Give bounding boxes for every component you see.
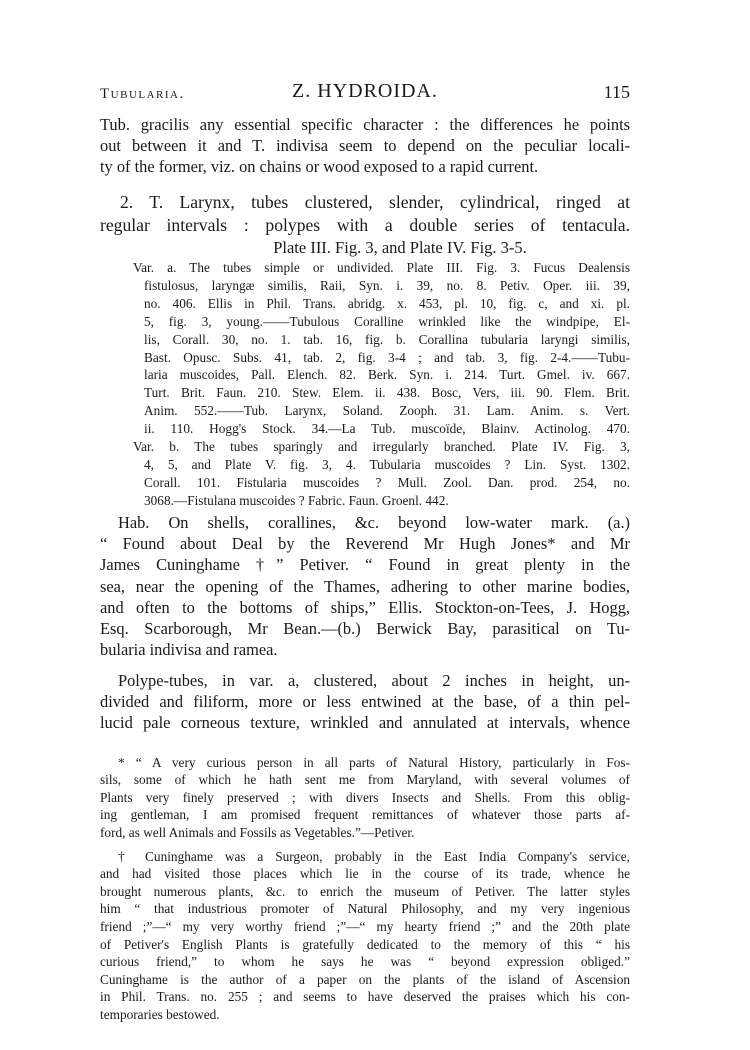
text-line: Tub. gracilis any essential specific character : the differences he points [100, 115, 630, 134]
text-line: ing gentleman, I am promised frequent remittances of whatever those parts af- [100, 807, 630, 823]
text-line: sils, some of which he hath sent me from Maryland, with several volumes of [100, 772, 630, 788]
text-line: lis, Corall. 30, no. 1. tab. 16, fig. b. Corallina tubularia laryngi similis, [144, 331, 630, 347]
text-line: 4, 5, and Plate V. fig. 3, 4. Tubularia muscoides ? Lin. Syst. 1302. [144, 456, 630, 472]
text-line: ty of the former, viz. on chains or wood exposed to a rapid current. [100, 157, 539, 176]
running-header [100, 80, 630, 108]
text-line: curious friend,” to whom he says he was “ beyond expression obliged.” [100, 954, 630, 970]
text-line: brought numerous plants, &c. to enrich the museum of Petiver. The latter styles [100, 883, 630, 899]
text-line: of Petiver's English Plants is gratefully dedicated to the memory of this “ his [100, 936, 630, 952]
text-line: * “ A very curious person in all parts of Natural History, particularly in Fos- [118, 754, 630, 770]
text-line: fistulosus, laryngæ similis, Raii, Syn. i. 39, no. 8. Petiv. Oper. iii. 39, [144, 277, 630, 293]
text-line: † Cuninghame was a Surgeon, probably in the East India Company's service, [118, 848, 630, 864]
text-line: Corall. 101. Fistularia muscoides ? Mull. Zool. Dan. prod. 254, no. [144, 474, 630, 490]
text-line: Turt. Brit. Faun. 210. Stew. Elem. ii. 438. Bosc, Vers, iii. 90. Flem. Brit. [144, 385, 630, 401]
text-line: 5, fig. 3, young.——Tubulous Coralline wrinkled like the windpipe, El- [144, 313, 630, 329]
variety-b [100, 438, 630, 510]
page-number: 115 [603, 82, 630, 102]
text-line: sea, near the opening of the Thames, adhering to other marine bodies, [100, 576, 630, 596]
footnote-1 [100, 754, 630, 842]
book-page [100, 80, 630, 1024]
text-line: out between it and T. indivisa seem to depend on the peculiar locali- [100, 136, 630, 155]
footnote-2 [100, 848, 630, 1024]
text-line: Cuninghame is the author of a paper on the plants of the island of Ascension [100, 971, 630, 987]
plate-reference: Plate III. Fig. 3, and Plate IV. Fig. 3-5. [273, 238, 527, 257]
section-name: Tubularia. [100, 86, 185, 102]
text-line: and often to the bottoms of ships,” Ellis. Stockton-on-Tees, J. Hogg, [100, 597, 630, 617]
text-line: in Phil. Trans. no. 255 ; and seems to have deserved the praises which his con- [100, 989, 630, 1005]
text-line: temporaries bestowed. [100, 1006, 220, 1022]
habitat-paragraph [100, 512, 630, 661]
text-line: bularia indivisa and ramea. [100, 640, 278, 660]
text-line: ii. 110. Hogg's Stock. 34.—La Tub. muscoïde, Blainv. Actinolog. 470. [144, 421, 630, 437]
text-line: regular intervals : polypes with a double series of tentacula. [100, 215, 630, 235]
text-line: James Cuninghame †” Petiver. “ Found in great plenty in the [100, 555, 630, 575]
text-line: laria muscoides, Pall. Elench. 82. Berk. Syn. i. 214. Turt. Gmel. iv. 667. [144, 367, 630, 383]
text-line: Esq. Scarborough, Mr Bean.—(b.) Berwick Bay, parasitical on Tu- [100, 619, 630, 639]
species-heading [100, 191, 630, 237]
text-line: Hab. On shells, corallines, &c. beyond low-water mark. (a.) [118, 512, 630, 532]
text-line: divided and filiform, more or less entwined at the base, of a thin pel- [100, 692, 630, 712]
text-line: Anim. 552.——Tub. Larynx, Soland. Zooph. 31. Lam. Anim. s. Vert. [144, 403, 630, 419]
text-line: Plants very finely preserved ; with divers Insects and Shells. From this oblig- [100, 789, 630, 805]
intro-paragraph [100, 114, 630, 177]
page-title: Z. HYDROIDA. [292, 80, 438, 102]
variety-a [100, 259, 630, 438]
description-paragraph [100, 670, 630, 734]
text-line: Var. a. The tubes simple or undivided. Plate III. Fig. 3. Fucus Dealensis [133, 260, 630, 275]
text-line: 3068.—Fistulana muscoides ? Fabric. Faun. Groenl. 442. [144, 492, 449, 508]
text-line: Polype-tubes, in var. a, clustered, about 2 inches in height, un- [118, 670, 630, 690]
text-line: 2. T. Larynx, tubes clustered, slender, cylindrical, ringed at [120, 192, 630, 212]
text-line: lucid pale corneous texture, wrinkled and annulated at intervals, whence [100, 713, 630, 733]
text-line: ford, as well Animals and Fossils as Vegetables.”—Petiver. [100, 825, 415, 841]
text-line: Bast. Opusc. Subs. 41, tab. 2, fig. 3-4 ; and tab. 3, fig. 2-4.——Tubu- [144, 349, 630, 365]
text-line: him “ that industrious promoter of Natural Philosophy, and my very ingenious [100, 901, 630, 917]
text-line: no. 406. Ellis in Phil. Trans. abridg. x. 453, pl. 10, fig. c, and xi. pl. [144, 295, 630, 311]
text-line: “ Found about Deal by the Reverend Mr Hugh Jones* and Mr [100, 533, 630, 553]
text-line: and had visited those places which lie in the course of its trade, whence he [100, 866, 630, 882]
text-line: friend ;”—“ my very worthy friend ;”—“ my hearty friend ;” and the 20th plate [100, 919, 630, 934]
text-line: Var. b. The tubes sparingly and irregularly branched. Plate IV. Fig. 3, [133, 439, 630, 455]
